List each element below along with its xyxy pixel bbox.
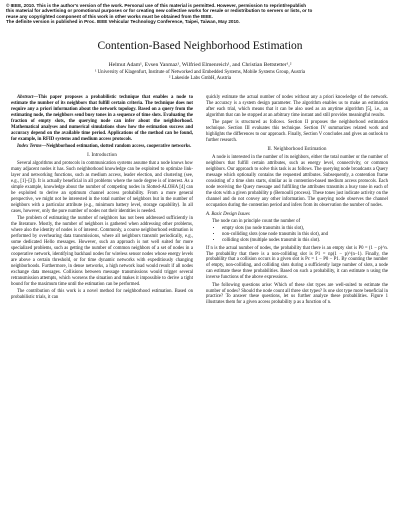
intro-paragraph: Several algorithms and protocols in communication systems assume that a node knows how many adjacent nodes it has. Such neighborhood knowledge can be exploited to optimize link-layer and networking functions, such as medium access, leader election, and clustering (see, e.g., [1]–[3]). It is actually beneficial in all problems where the node degree is of interest. As a simple example, knowledge about the number of competing nodes in Slotted-ALOHA [4] can be exploited to derive an optimum channel access probability. From a more general perspective, we might not be interested in the total number of neighbors but in the number of neighbors with a particular attribute (e.g., minimum battery level, storage capability). In all cases, however, only the pure number of nodes not their identities is needed. bbox=[11, 161, 193, 214]
abstract-text: —This paper proposes a probabilistic technique that enables a node to estimate the number of its neighbors that fulfill certain criteria. The technique does not require any a priori information about the network topology. Based on a query from the estimating node, the neighbors send busy tones in a sequence of time slots. Evaluating the fraction of empty slots, the querying node can infer about the neighborhood. Mathematical analyses and numerical simulations show how the estimation success and accuracy depend on the available time period. Applications of the method can be found, for example, in RFID systems and medium access protocols. bbox=[11, 95, 193, 142]
list-item: • non-colliding slots (one node transmits in this slot), and bbox=[222, 232, 388, 238]
estimation-paragraph: A node is interested in the number of its neighbors, either the total number or the number of neighbors that fulfill certain attributes, such as energy level, connectivity, or common neighbors. Our approach to solve this task is as follows. The querying node broadcasts a Query message which optionally contains the requested attributes. Subsequently, a contention frame consisting of z time slots starts, similar as in contention-based medium access protocols. Each node receiving the Query message and fulfilling the attributes transmits a busy tone in each of the slots with a given probability p (Bernoulli process). These tones just indicate activity on the channel and do not convey any other information. The querying node observes the channel occupation during the contention period and infers from its observation the number of nodes. bbox=[206, 155, 388, 209]
probability-paragraph: If n is the actual number of nodes, the probability that there is an empty slot is P0 = (1 − p)^n. The probability that there is a non-colliding slot is P1 = np(1 − p)^(n−1). Finally, the probability that a collision occurs in a given slot is Pc = 1 − P0 − P1. By counting the number of empty, non-colliding, and colliding slots during a sufficiently large number of slots, a node can estimate these three probabilities. Based on such a probability, it can estimate n using the inverse functions of the above expressions. bbox=[206, 245, 388, 281]
abstract bbox=[11, 95, 193, 143]
author-list: Helmut Adam¹, Evsen Yanmaz¹, Wilfried Elmenreich¹, and Christian Bettstetter¹,² bbox=[108, 62, 292, 68]
affiliations bbox=[0, 70, 400, 82]
slot-types-list bbox=[206, 226, 388, 244]
subsection-heading-basic-design: A. Basic Design Issues bbox=[206, 211, 250, 217]
intro-continuation: quickly estimate the actual number of nodes without any a priori knowledge of the network. The accuracy is a system design parameter. The algorithm enables us to make an estimation after each trial, which means that it can be also used as an anytime algorithm [5], i.e., an algorithm that can be stopped at an arbitrary time instant and still provides meaningful results. bbox=[206, 95, 388, 118]
notice-line: © IEEE, 2010. This is the author's version of the work. Personal use of this material is permitted. However, permission to reprint/republish bbox=[6, 3, 307, 8]
section-heading-estimation: II. Neighborhood Estimation bbox=[267, 146, 327, 152]
right-column bbox=[206, 95, 388, 308]
notice-line: this material for advertising or promotional purposes or for creating new collective works for resale or redistribution to servers or lists, or to bbox=[6, 8, 313, 14]
section-heading-introduction: I. Introduction bbox=[87, 152, 117, 158]
list-item: • colliding slots (multiple nodes transmit in this slot). bbox=[222, 238, 388, 244]
notice-line: reuse any copyrighted component of this work in other works must be obtained from the IEEE. bbox=[6, 13, 213, 19]
index-terms-text: —Neighborhood estimation, slotted random access, cooperative networks. bbox=[41, 143, 192, 149]
index-terms-label: Index Terms bbox=[17, 143, 42, 149]
index-terms bbox=[11, 144, 193, 150]
intro-paragraph: The contribution of this work is a novel method for neighborhood estimation. Based on probabilistic trials, it can bbox=[11, 288, 193, 300]
list-item: • empty slots (no node transmits in this slot), bbox=[222, 226, 388, 232]
affiliation-1: ¹ University of Klagenfurt, Institute of Networked and Embedded Systems, Mobile Systems Group, Austria bbox=[94, 70, 306, 75]
questions-paragraph: The following questions arise: Which of these slot types are well-suited to estimate the number of nodes? Should the node count all three slot types? Is one slot type more beneficial in practice? To answer these questions, let us further analyze these probabilities. Figure 1 illustrates them for a given access probability p as a function of n. bbox=[206, 282, 388, 306]
intro-paragraph: The paper is structured as follows. Section II proposes the neighborhood estimation technique. Section III evaluates this technique. Section IV summarizes related work and highlights the differences to our approach. Finally, Section V concludes and gives an outlook to further research. bbox=[206, 120, 388, 143]
affiliation-2: ² Lakeside Labs GmbH, Austria bbox=[168, 76, 232, 81]
intro-paragraph: The problem of estimating the number of neighbors has not been addressed sufficiently in the literature. Mostly, the number of neighbors is gathered when addressing other problems, where also the identity of nodes is of interest. Commonly, a course neighborhood estimation is performed by overhearing data transmissions, where all neighbors transmit periodically, e.g., some dedicated Hello messages. However, such an approach is not well suited for more specialized problems, such as getting the number of common neighbors of a set of nodes in a cooperative network, identifying backhaul nodes for wireless sensor nodes whose energy levels are above a certain threshold, or for time dynamic networks with expeditiously changing neighborhoods. Furthermore, in dense networks, a high network load would result if all nodes exchange data messages. Collisions between message transmissions would trigger several retransmission attempts, which worsens the situation and makes it impossible to derive a tight bound for the maximum time until the estimation can be performed. bbox=[11, 216, 193, 287]
copyright-notice bbox=[6, 3, 392, 25]
abstract-label: Abstract bbox=[17, 95, 34, 100]
basic-design-paragraph: The node can in principle count the number of bbox=[212, 218, 301, 224]
notice-line: The definite version is published in Proc. IEEE Vehicular Technology Conference, Taipei, Taiwan, May 2010. bbox=[6, 19, 240, 25]
paper-title: Contention-Based Neighborhood Estimation bbox=[97, 40, 303, 52]
left-column bbox=[11, 95, 193, 302]
